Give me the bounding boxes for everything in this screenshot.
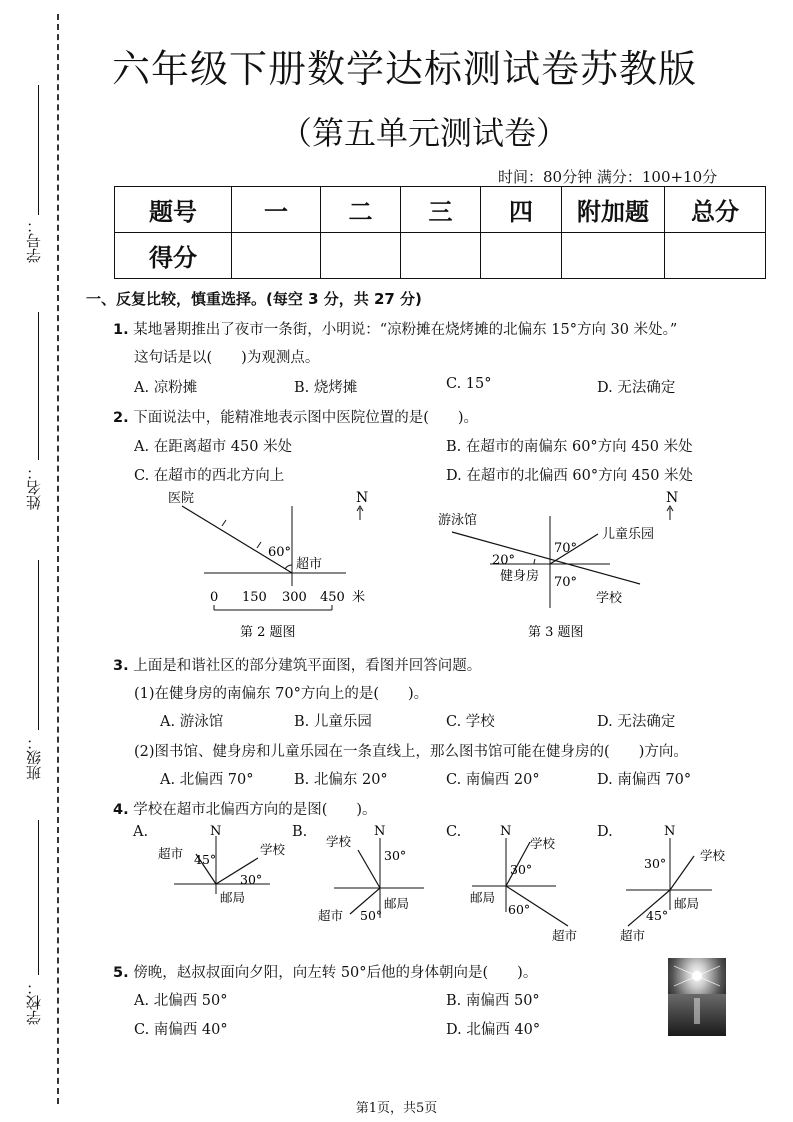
- question-number: 4.: [113, 802, 129, 818]
- question-text: 上面是和谐社区的部分建筑平面图，看图并回答问题。: [133, 658, 482, 674]
- fig2-scale-150: 150: [242, 590, 267, 605]
- class-underline: [38, 560, 39, 730]
- q2-option-b[interactable]: B. 在超市的南偏东 60°方向 450 米处: [446, 439, 693, 455]
- q2-option-a[interactable]: A. 在距离超市 450 米处: [134, 439, 293, 455]
- question-number: 5.: [113, 965, 129, 981]
- q4b-school-label: 学校: [326, 834, 352, 849]
- q5-option-c[interactable]: C. 南偏西 40°: [134, 1022, 228, 1038]
- id-underline: [38, 85, 39, 215]
- q4-option-a-letter[interactable]: A.: [133, 824, 149, 840]
- q4d-market-label: 超市: [620, 928, 646, 943]
- fig3-angle-arc: [534, 559, 535, 564]
- q4b-angle2: 50°: [360, 908, 383, 923]
- q4-diagram-c[interactable]: [464, 822, 594, 944]
- fig3-caption: 第 3 题图: [528, 625, 584, 640]
- score-row-label: 得分: [115, 233, 232, 279]
- q5-option-d[interactable]: D. 北偏西 40°: [446, 1022, 541, 1038]
- q1-option-d[interactable]: D. 无法确定: [597, 380, 676, 396]
- q4a-post-label: 邮局: [220, 890, 246, 905]
- q4c-angle2: 60°: [508, 902, 531, 917]
- question-3-sub1: (1)在健身房的南偏东 70°方向上的是( )。: [134, 686, 429, 702]
- q4b-post-label: 邮局: [384, 896, 410, 911]
- q1-option-c[interactable]: C. 15°: [446, 376, 492, 392]
- fig3-gym-label: 健身房: [500, 569, 540, 584]
- fig3-north-label: N: [666, 490, 679, 506]
- question-number: 3.: [113, 658, 129, 674]
- score-header-cell: 总分: [665, 187, 766, 233]
- fig3-angle-c: 70°: [554, 575, 578, 590]
- q4b-north-label: N: [374, 824, 386, 839]
- q5-option-b[interactable]: B. 南偏西 50°: [446, 993, 540, 1009]
- question-3-sub2: (2)图书馆、健身房和儿童乐园在一条直线上，那么图书馆可能在健身房的( )方向。: [134, 744, 688, 760]
- binding-dashed-line: [57, 14, 59, 1104]
- name-underline: [38, 312, 39, 460]
- score-header-cell: 题号: [115, 187, 232, 233]
- school-underline: [38, 820, 39, 975]
- fig2-scale-450: 450: [320, 590, 345, 605]
- q3-2-option-a[interactable]: A. 北偏西 70°: [160, 772, 254, 788]
- question-4: [113, 798, 377, 819]
- question-number: 1.: [113, 322, 129, 338]
- q4a-market-label: 超市: [158, 846, 184, 861]
- score-input-cell[interactable]: [562, 233, 665, 279]
- q4-diagram-d[interactable]: [616, 822, 746, 944]
- page-title: 六年级下册数学达标测试卷苏教版: [112, 47, 698, 91]
- q4-option-d-letter[interactable]: D.: [597, 824, 613, 840]
- question-1: [113, 318, 677, 339]
- score-table-score-row: [115, 233, 766, 279]
- q4c-north-label: N: [500, 824, 512, 839]
- q4d-school-line: [670, 856, 694, 890]
- fig2-scale-0: 0: [210, 590, 219, 605]
- score-input-cell[interactable]: [481, 233, 562, 279]
- q4a-north-label: N: [210, 824, 222, 839]
- score-header-cell: 四: [481, 187, 562, 233]
- q4a-angle2: 30°: [240, 872, 263, 887]
- score-table-header-row: [115, 187, 766, 233]
- q3-2-option-c[interactable]: C. 南偏西 20°: [446, 772, 540, 788]
- q4-option-b-letter[interactable]: B.: [292, 824, 308, 840]
- question-2: [113, 406, 478, 427]
- q4b-angle1: 30°: [384, 848, 407, 863]
- q4-diagram-b[interactable]: [310, 822, 440, 940]
- fig2-hospital-label: 医院: [168, 491, 195, 506]
- score-input-cell[interactable]: [401, 233, 481, 279]
- score-table: [114, 186, 766, 279]
- fig3-angle-a: 20°: [492, 553, 516, 568]
- fig2-caption: 第 2 题图: [240, 625, 296, 640]
- question-number: 2.: [113, 410, 129, 426]
- q4a-angle1: 45°: [194, 852, 217, 867]
- score-input-cell[interactable]: [665, 233, 766, 279]
- question-text: 学校在超市北偏西方向的是图( )。: [133, 802, 377, 818]
- section-1-title: 一、反复比较，慎重选择。(每空 3 分，共 27 分): [86, 290, 422, 308]
- q1-option-a[interactable]: A. 凉粉摊: [134, 380, 198, 396]
- side-label-class: 班级：: [25, 735, 43, 780]
- q4-diagram-a[interactable]: [150, 822, 290, 940]
- q4c-market-label: 超市: [552, 928, 578, 943]
- q3-1-option-d[interactable]: D. 无法确定: [597, 714, 676, 730]
- q4-option-c-letter[interactable]: C.: [446, 824, 462, 840]
- figure-3: [430, 486, 700, 646]
- side-label-school: 学校：: [25, 980, 43, 1025]
- fig2-hospital-line: [182, 506, 292, 573]
- q4c-school-label: 学校: [530, 836, 556, 851]
- score-header-cell: 附加题: [562, 187, 665, 233]
- question-text: 下面说法中，能精准地表示图中医院位置的是( )。: [133, 410, 479, 426]
- fig2-tick: [257, 542, 261, 548]
- q4c-post-label: 邮局: [470, 890, 496, 905]
- fig2-scale-unit: 米: [352, 590, 366, 605]
- score-input-cell[interactable]: [232, 233, 321, 279]
- time-info: 时间：80分钟 满分：100+10分: [498, 168, 718, 186]
- page-subtitle: （第五单元测试卷）: [280, 114, 569, 152]
- fig2-angle-arc: [285, 565, 292, 569]
- q5-option-a[interactable]: A. 北偏西 50°: [134, 993, 228, 1009]
- fig2-market-label: 超市: [296, 557, 323, 572]
- fig3-school-label: 学校: [596, 591, 623, 606]
- page-footer: 第1页，共5页: [355, 1101, 438, 1116]
- q3-2-option-d[interactable]: D. 南偏西 70°: [597, 772, 692, 788]
- q3-1-option-a[interactable]: A. 游泳馆: [160, 714, 224, 730]
- q4c-angle1: 30°: [510, 862, 533, 877]
- score-header-cell: 三: [401, 187, 481, 233]
- q2-option-c[interactable]: C. 在超市的西北方向上: [134, 468, 285, 484]
- q3-2-option-b[interactable]: B. 北偏东 20°: [294, 772, 388, 788]
- q4d-angle2: 45°: [646, 908, 669, 923]
- side-label-id: 学号：: [25, 218, 43, 263]
- score-header-cell: 二: [321, 187, 401, 233]
- question-5: [113, 961, 537, 982]
- fig3-pool-label: 游泳馆: [438, 513, 478, 528]
- q4b-market-label: 超市: [318, 908, 344, 923]
- q3-1-option-c[interactable]: C. 学校: [446, 714, 495, 730]
- q4d-post-label: 邮局: [674, 896, 700, 911]
- fig2-angle-label: 60°: [268, 545, 292, 560]
- q4d-school-label: 学校: [700, 848, 726, 863]
- fig3-angle-b: 70°: [554, 541, 578, 556]
- fig2-scale-300: 300: [282, 590, 307, 605]
- q4b-school-line: [358, 850, 380, 888]
- fig3-park-label: 儿童乐园: [602, 527, 655, 542]
- score-header-cell: 一: [232, 187, 321, 233]
- question-1-line2: 这句话是以( )为观测点。: [134, 350, 320, 366]
- sunset-photo: [668, 958, 726, 1036]
- question-3: [113, 654, 481, 675]
- q3-1-option-b[interactable]: B. 儿童乐园: [294, 714, 372, 730]
- q4d-angle1: 30°: [644, 856, 667, 871]
- q4d-north-label: N: [664, 824, 676, 839]
- fig2-north-label: N: [356, 490, 369, 506]
- side-label-name: 姓名：: [25, 465, 43, 510]
- q1-option-b[interactable]: B. 烧烤摊: [294, 380, 358, 396]
- fig2-tick: [222, 520, 226, 526]
- question-text: 傍晚，赵叔叔面向夕阳，向左转 50°后他的身体朝向是( )。: [133, 965, 538, 981]
- figure-2: [160, 486, 390, 646]
- q2-option-d[interactable]: D. 在超市的北偏西 60°方向 450 米处: [446, 468, 694, 484]
- question-text: 某地暑期推出了夜市一条街，小明说：“凉粉摊在烧烤摊的北偏东 15°方向 30 米处。”: [133, 322, 678, 338]
- score-input-cell[interactable]: [321, 233, 401, 279]
- q4a-school-label: 学校: [260, 842, 286, 857]
